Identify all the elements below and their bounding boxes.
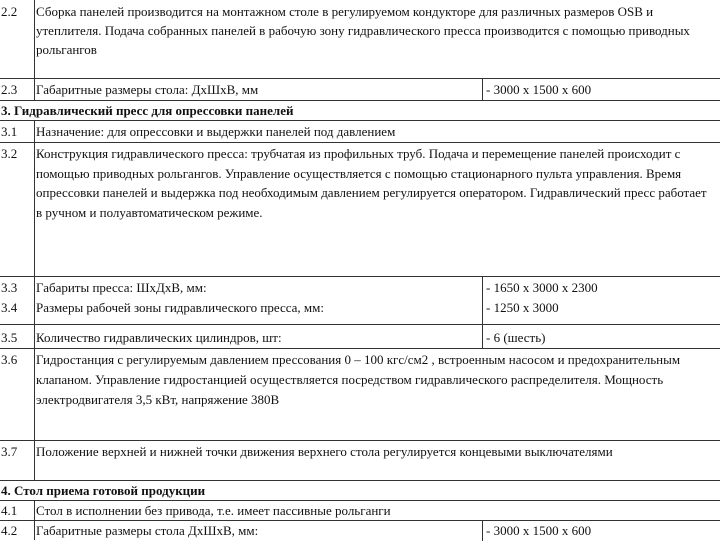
table-row xyxy=(0,348,720,440)
value-divider xyxy=(482,521,483,541)
row-text: Стол в исполнении без привода, т.е. имеет пассивные рольганги xyxy=(36,503,391,518)
section-heading: 4. Стол приема готовой продукции xyxy=(0,481,701,500)
section-heading-row xyxy=(0,480,720,500)
row-number: 3.5 xyxy=(1,330,18,345)
table-row xyxy=(0,78,720,100)
row-number: 2.3 xyxy=(1,82,18,97)
section-heading: 3. Гидравлический пресс для опрессовки панелей xyxy=(0,101,701,120)
row-value: - 3000 х 1500 х 600 xyxy=(486,523,592,538)
row-text: Конструкция гидравлического пресса: трубчатая из профильных труб. Подача и перемещение панелей происходит с помощью приводных рольгангов. Управление осуществляется с помощью стационарного пульта управления. Время опрессовки панелей и выдержка под необходимым давлением регулируется оператором. Гидравлический пресс работает в ручном и полуавтоматическом режиме. xyxy=(36,146,707,220)
section-heading-row xyxy=(0,100,720,120)
table-row xyxy=(0,142,720,276)
row-value: - 6 (шесть) xyxy=(486,330,546,345)
row-text: Количество гидравлических цилиндров, шт: xyxy=(36,330,282,345)
row-text: Габаритные размеры стола ДхШхВ, мм: xyxy=(36,523,259,538)
value-divider xyxy=(482,79,483,101)
row-text: Назначение: для опрессовки и выдержки панелей под давлением xyxy=(36,124,396,139)
row-text: Положение верхней и нижней точки движения верхнего стола регулируется концевыми выключателями xyxy=(36,444,613,459)
table-row xyxy=(0,276,720,324)
row-number: 4.1 xyxy=(1,503,18,518)
row-number: 3.7 xyxy=(1,444,18,459)
value-divider xyxy=(482,325,483,349)
row-number: 3.2 xyxy=(1,146,18,161)
table-row xyxy=(0,324,720,348)
table-row xyxy=(0,0,720,78)
value-divider xyxy=(482,277,483,325)
row-value: - 3000 х 1500 х 600 xyxy=(486,82,592,97)
row-number: 4.2 xyxy=(1,523,18,538)
row-number: 3.6 xyxy=(1,352,18,367)
row-text: Габаритные размеры стола: ДхШхВ, мм xyxy=(36,82,259,97)
row-value: - 1650 х 3000 х 2300 xyxy=(486,280,598,295)
table-row xyxy=(0,520,720,540)
row-number: 3.3 xyxy=(1,280,18,295)
table-row xyxy=(0,440,720,480)
row-number: 3.4 xyxy=(1,300,18,315)
row-text: Размеры рабочей зоны гидравлического пресса, мм: xyxy=(36,300,324,315)
table-row xyxy=(0,120,720,142)
row-number: 3.1 xyxy=(1,124,18,139)
row-number: 2.2 xyxy=(1,4,18,19)
row-text: Гидростанция с регулируемым давлением прессования 0 – 100 кгс/см2 , встроенным насосом и предохранительным клапаном. Управление гидростанцией осуществляется посредством гидравлического распределителя. Мощность электродвигателя 3,5 кВт, напряжение 380В xyxy=(36,352,681,407)
table-row xyxy=(0,500,720,520)
row-value: - 1250 х 3000 xyxy=(486,300,559,315)
row-text: Габариты пресса: ШхДхВ, мм: xyxy=(36,280,207,295)
row-text: Сборка панелей производится на монтажном столе в регулируемом кондукторе для различных размеров OSB и утеплителя. Подача собранных панелей в рабочую зону гидравлического пресса производится с помощью приводных рольгангов xyxy=(36,4,690,57)
